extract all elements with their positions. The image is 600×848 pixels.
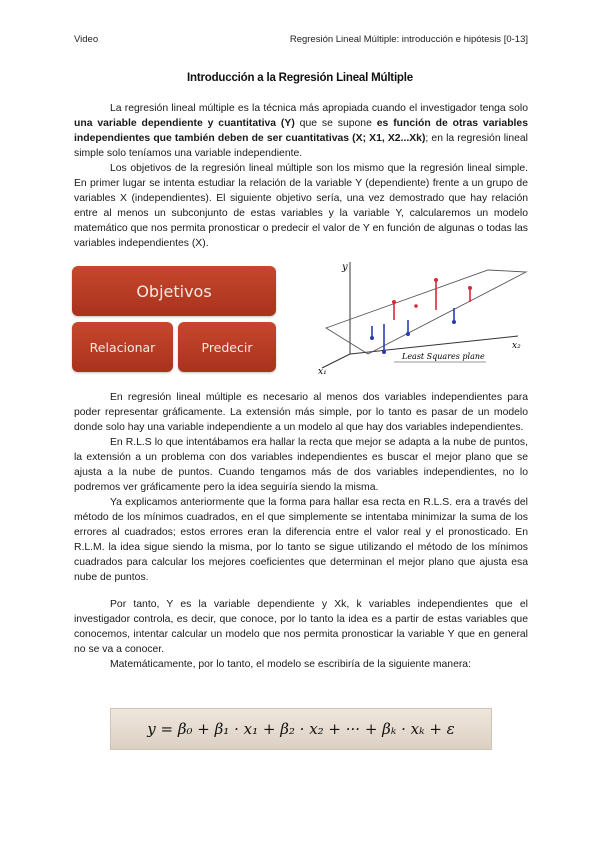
para1-text-3: ; en la regresión lineal simple solo teníamos una variable independiente. xyxy=(74,133,528,159)
para1-bold-1: una variable dependiente y cuantitativa (Y) xyxy=(74,118,295,129)
paragraph-1 xyxy=(74,101,528,161)
x2-axis-label: x₂ xyxy=(512,341,521,351)
residuals-below xyxy=(372,308,454,352)
header-right: Regresión Lineal Múltiple: introducción e hipótesis [0-13] xyxy=(289,34,528,45)
points-above xyxy=(392,278,472,308)
para1-text-1: La regresión lineal múltiple es la técnica más apropiada cuando el investigador tenga solo xyxy=(110,103,528,114)
regression-plane xyxy=(326,270,526,354)
header-left: Video xyxy=(74,34,99,45)
relate-box: Relacionar xyxy=(72,322,173,372)
x1-axis-label: x₁ xyxy=(318,367,327,376)
x1-axis xyxy=(322,354,350,368)
points-below xyxy=(370,320,456,354)
least-squares-plane-figure xyxy=(308,258,530,376)
paragraph-2: Los objetivos de la regresión lineal múltiple son los mismo que la regresión lineal simple. En primer lugar se intenta estudiar la relación de la variable Y (dependiente) frente a un grupo de variables X (independientes). El siguiente objetivo sería, una vez demostrado que hay relación entre al menos un subconjunto de estas variables y la variable Y, calcularemos un modelo matemático que nos permita pronosticar o predecir el valor de Y en función de algunas o todas las variables independientes (X). xyxy=(74,163,528,249)
objectives-diagram xyxy=(72,266,276,372)
para1-bold-2: es función de otras variables independientes que también deben de ser cuantitativas (X; X1, X2...Xk) xyxy=(74,118,528,144)
paragraph-7: Matemáticamente, por lo tanto, el modelo se escribiría de la siguiente manera: xyxy=(110,659,471,670)
y-axis-label: y xyxy=(342,262,348,273)
plane-caption: Least Squares plane xyxy=(402,352,485,361)
formula-text: y = β₀ + β₁ · x₁ + β₂ · x₂ + ··· + βₖ · xₖ + ε xyxy=(147,720,455,738)
body-section xyxy=(74,390,528,672)
paragraph-5: Ya explicamos anteriormente que la forma para hallar esa recta en R.L.S. era a través del método de los mínimos cuadrados, en el que simplemente se intentaba minimizar la suma de los errores al cuadrados; estos errores eran la diferencia entre el valor real y el pronosticado. En R.L.M. la idea sigue siendo la misma, por lo tanto se sigue utilizando el método de los mínimos cuadrados para calcular los mejores coeficientes que determinan el mejor plano que ajusta esa nube de puntos. xyxy=(74,497,528,583)
document-title: Introducción a la Regresión Lineal Múltiple xyxy=(187,72,413,84)
paragraph-3: En regresión lineal múltiple es necesario al menos dos variables independientes para poder representar gráficamente. La extensión más simple, por lo tanto es pasar de un modelo donde solo hay una variable independiente a un modelo al que hay dos variables independientes. xyxy=(74,392,528,433)
paragraph-4: En R.L.S lo que intentábamos era hallar la recta que mejor se adapta a la nube de puntos, la extensión a un problema con dos variables independientes es buscar el mejor plano que se ajusta a la nube de puntos. Cuando tengamos más de dos variables independientes, no lo podremos ver gráficamente pero la idea seguiría siendo la misma. xyxy=(74,437,528,493)
regression-formula xyxy=(110,708,492,750)
paragraph-6: Por tanto, Y es la variable dependiente y Xk, k variables independientes que el investigador controla, es decir, que conoce, por lo tanto la idea es a partir de estas variables que conocemos, intentar calcular un modelo que nos permita pronosticar la variable Y que en general no se va a conocer. xyxy=(74,599,528,655)
objectives-box: Objetivos xyxy=(72,266,276,316)
para1-text-2: que se supone xyxy=(294,118,377,129)
intro-section xyxy=(74,101,528,251)
predict-box: Predecir xyxy=(178,322,276,372)
